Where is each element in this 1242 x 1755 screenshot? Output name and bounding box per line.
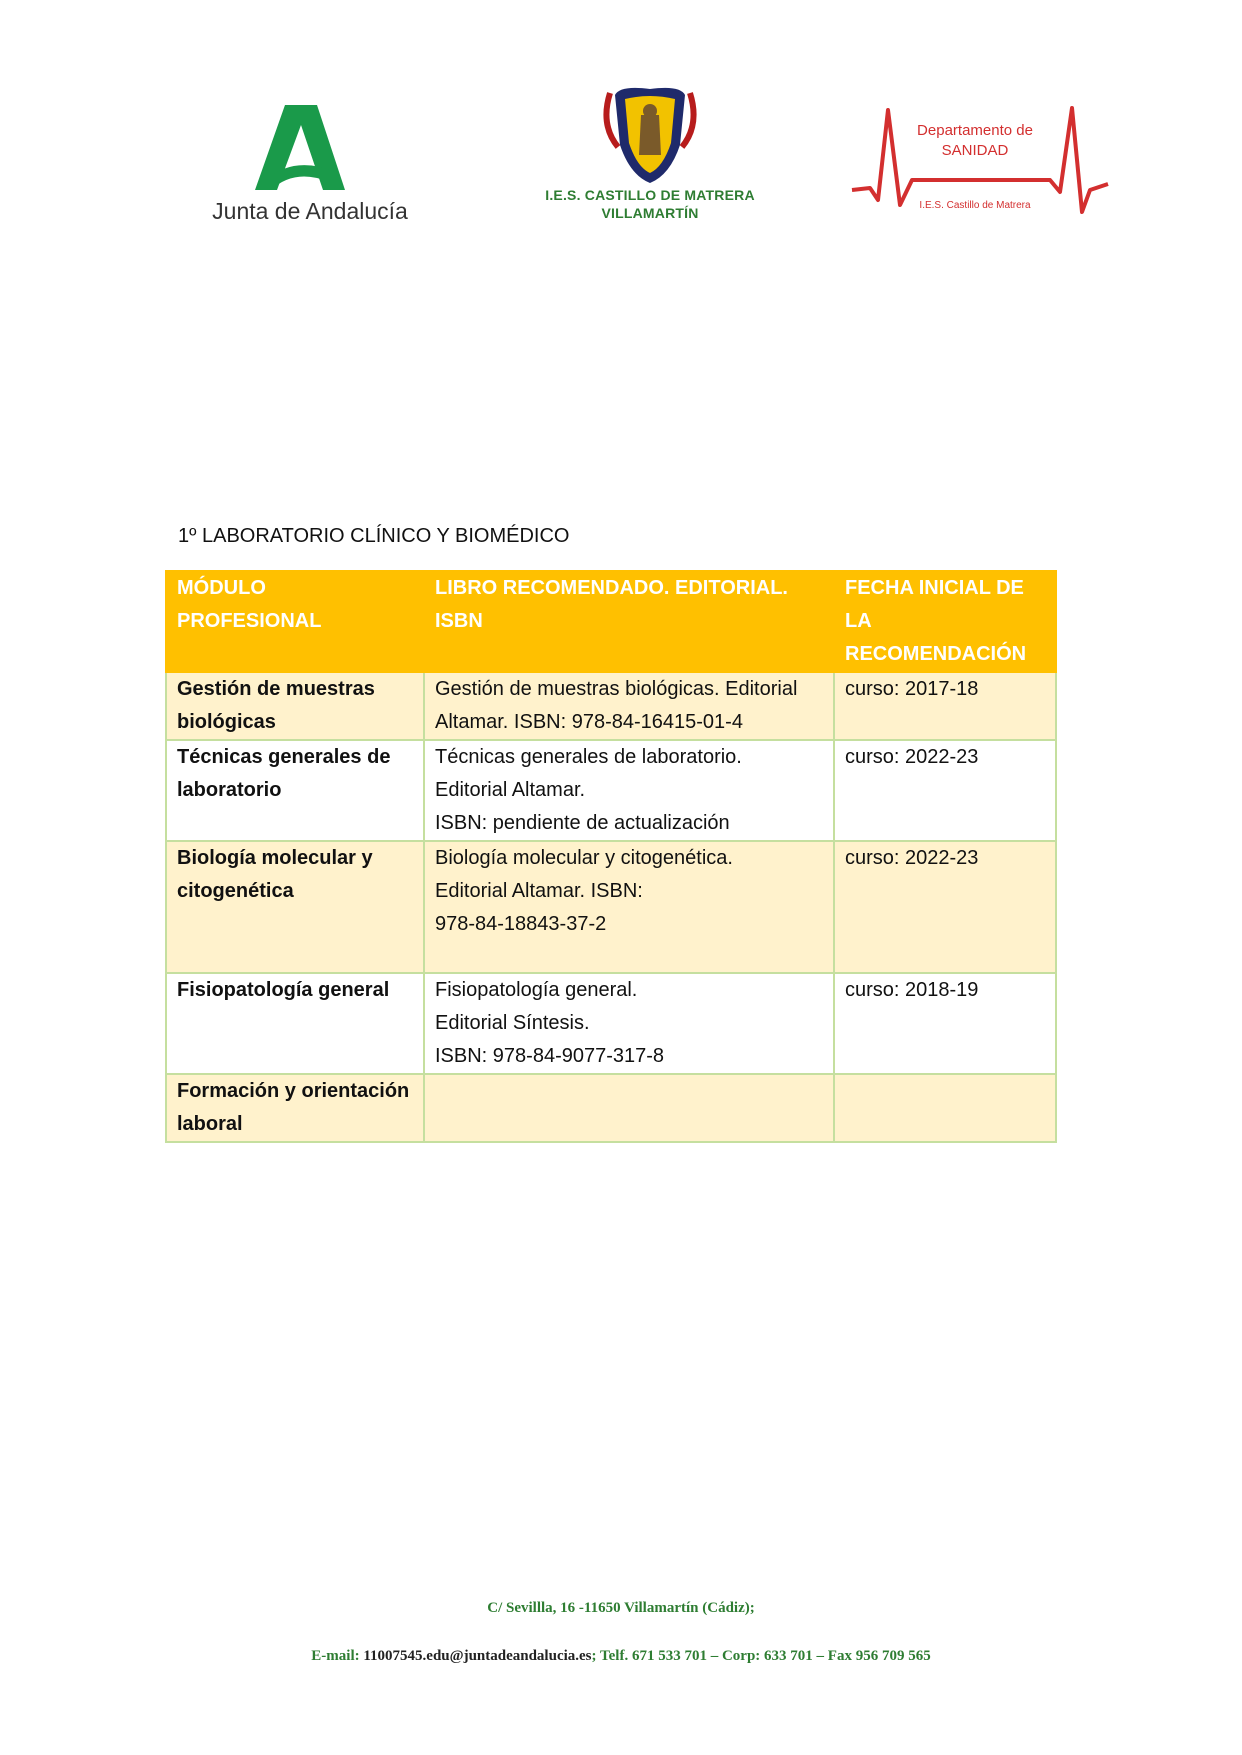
date-cell: curso: 2018-19: [834, 973, 1056, 1074]
book-cell: [424, 740, 834, 841]
junta-emblem-icon: [195, 100, 425, 195]
book-line: ISBN: 978-84-9077-317-8: [435, 1045, 665, 1067]
footer-contact: [0, 1648, 1242, 1665]
departamento-sanidad-logo: [850, 100, 1110, 225]
junta-de-andalucia-logo: [195, 100, 425, 230]
ies-logo-line-2: VILLAMARTÍN: [601, 205, 699, 221]
date-cell: curso: 2017-18: [834, 672, 1056, 740]
module-cell: Biología molecular y citogenética: [166, 841, 424, 973]
date-cell: curso: 2022-23: [834, 740, 1056, 841]
module-cell: Fisiopatología general: [166, 973, 424, 1074]
junta-logo-text: Junta de Andalucía: [212, 198, 408, 224]
recommended-books-table: [165, 570, 1057, 1143]
school-crest-icon: [500, 85, 800, 185]
section-title: 1º LABORATORIO CLÍNICO Y BIOMÉDICO: [178, 525, 570, 547]
book-line: 978-84-18843-37-2: [435, 913, 607, 935]
footer-email-label: E-mail:: [311, 1648, 360, 1664]
book-cell: [424, 841, 834, 973]
book-line: Biología molecular y citogenética.: [435, 847, 733, 869]
table-row: [166, 672, 1056, 740]
table-row: [166, 841, 1056, 973]
table-row: [166, 973, 1056, 1074]
book-line: ISBN: pendiente de actualización: [435, 812, 730, 834]
book-cell: [424, 672, 834, 740]
dep-logo-line-2: SANIDAD: [941, 142, 1009, 159]
book-line: Editorial Altamar.: [435, 779, 586, 801]
footer-address: C/ Sevillla, 16 -11650 Villamartín (Cádiz);: [487, 1600, 755, 1616]
ies-logo-line-1: I.E.S. CASTILLO DE MATRERA: [545, 187, 755, 203]
dep-logo-line-1: Departamento de: [917, 122, 1033, 139]
date-cell: [834, 1074, 1056, 1142]
header-module: MÓDULO PROFESIONAL: [166, 571, 424, 672]
table-header-row: [166, 571, 1056, 672]
footer-email[interactable]: 11007545.edu@juntadeandalucia.es: [363, 1648, 592, 1664]
dep-logo-line-3: I.E.S. Castillo de Matrera: [919, 200, 1031, 211]
date-cell: curso: 2022-23: [834, 841, 1056, 973]
header-book: LIBRO RECOMENDADO. EDITORIAL. ISBN: [424, 571, 834, 672]
header-date: FECHA INICIAL DE LA RECOMENDACIÓN: [834, 571, 1056, 672]
book-line: Técnicas generales de laboratorio.: [435, 746, 742, 768]
module-cell: Técnicas generales de laboratorio: [166, 740, 424, 841]
module-cell: Gestión de muestras biológicas: [166, 672, 424, 740]
book-line: Editorial Altamar. ISBN:: [435, 880, 643, 902]
table-row: [166, 740, 1056, 841]
book-cell: [424, 973, 834, 1074]
book-line: Editorial Síntesis.: [435, 1012, 590, 1034]
ies-castillo-logo: [500, 85, 800, 245]
module-cell: Formación y orientación laboral: [166, 1074, 424, 1142]
footer-phones: ; Telf. 671 533 701 – Corp: 633 701 – Fax 956 709 565: [591, 1648, 931, 1664]
book-cell: [424, 1074, 834, 1142]
book-line: Gestión de muestras biológicas. Editorial Altamar. ISBN: 978-84-16415-01-4: [435, 678, 798, 733]
table-row: [166, 1074, 1056, 1142]
book-line: Fisiopatología general.: [435, 979, 638, 1001]
